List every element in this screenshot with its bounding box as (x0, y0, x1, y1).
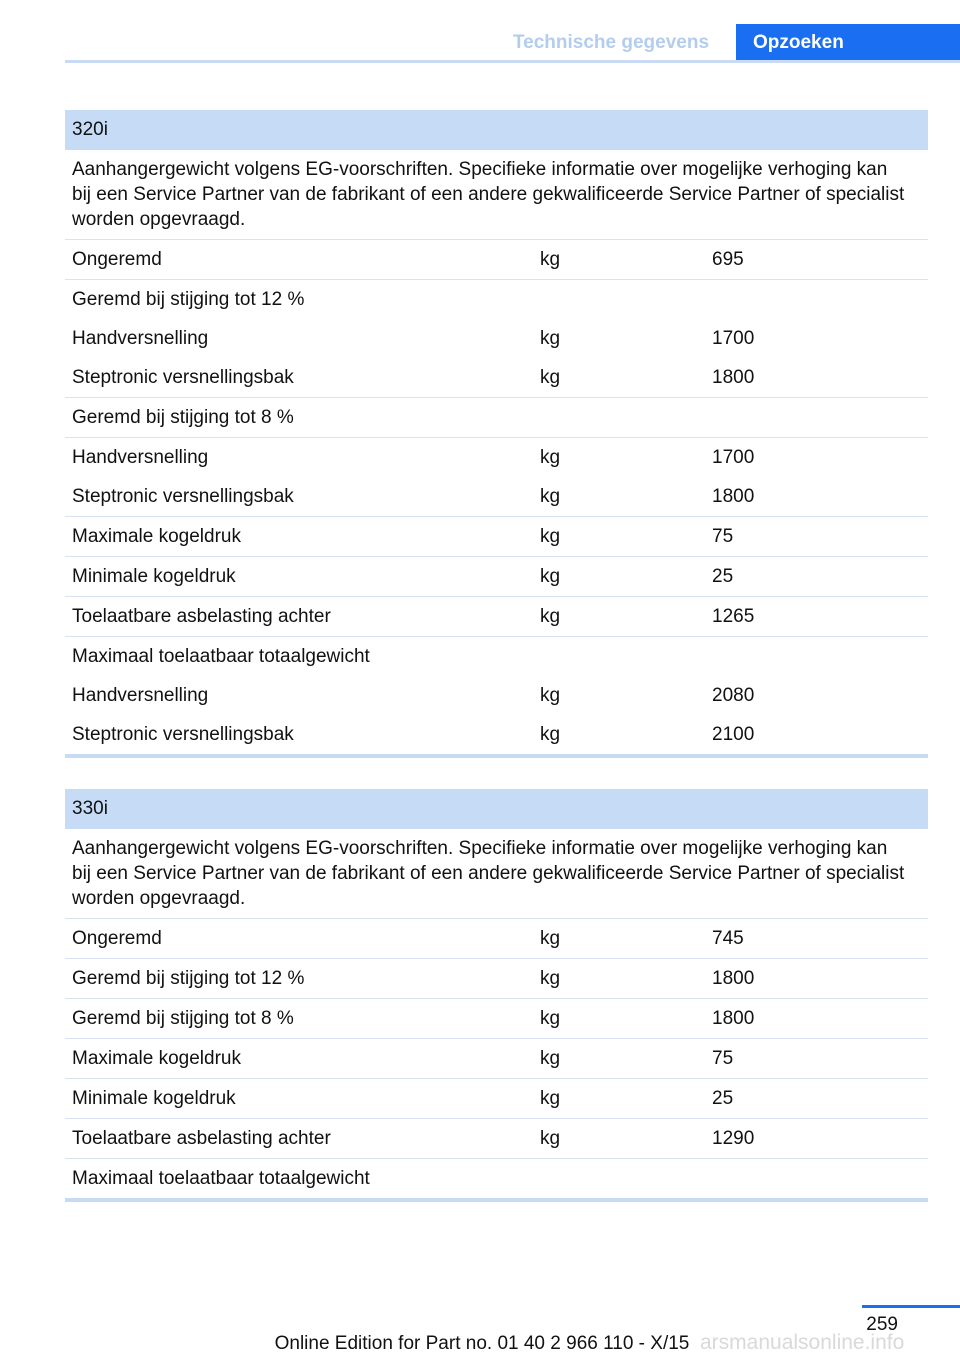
edition-text: Online Edition for Part no. 01 40 2 966 110 - X/15 (274, 1333, 690, 1354)
table-row (65, 358, 928, 397)
table-row (65, 1039, 928, 1078)
row-unit: kg (540, 248, 561, 270)
row-unit: kg (540, 605, 561, 627)
row-label: Geremd bij stijging tot 8 % (72, 1007, 294, 1029)
table-note: Aanhangergewicht volgens EG-voorschriften. Specifieke informatie over mogelijke verhoging kan bij een Service Partner van de fabrikant of een andere gekwalificeerde Service Partner of specialist worden opgevraagd. (65, 829, 928, 919)
row-label: Steptronic versnellingsbak (72, 485, 294, 507)
row-value: 25 (712, 565, 734, 587)
row-value: 745 (712, 927, 744, 949)
table-row (65, 999, 928, 1038)
row-group (65, 280, 928, 398)
row-label: Ongeremd (72, 927, 162, 949)
row-unit: kg (540, 684, 561, 706)
table-title: 320i (65, 110, 928, 150)
table-row (65, 240, 928, 279)
watermark: arsmanualsonline.info (700, 1331, 905, 1354)
tab-technische-gegevens[interactable]: Technische gegevens (512, 32, 710, 53)
row-group (65, 438, 928, 517)
header-divider (65, 60, 960, 63)
table-row (65, 1119, 928, 1158)
table-row (65, 715, 928, 754)
row-unit: kg (540, 1087, 561, 1109)
row-label: Minimale kogeldruk (72, 565, 236, 587)
table-row (65, 1159, 928, 1198)
row-value: 1800 (712, 366, 755, 388)
row-value: 1700 (712, 327, 755, 349)
row-value: 1800 (712, 485, 755, 507)
row-value: 25 (712, 1087, 734, 1109)
row-label: Ongeremd (72, 248, 162, 270)
table-row (65, 919, 928, 958)
row-group (65, 597, 928, 637)
table-row (65, 1079, 928, 1118)
row-value: 695 (712, 248, 744, 270)
row-label: Steptronic versnellingsbak (72, 366, 294, 388)
row-label: Maximaal toelaatbaar totaalgewicht (72, 645, 370, 667)
table-row (65, 319, 928, 358)
table-320i (65, 110, 928, 758)
row-label: Maximale kogeldruk (72, 1047, 241, 1069)
row-value: 1800 (712, 1007, 755, 1029)
row-group (65, 557, 928, 597)
row-unit: kg (540, 927, 561, 949)
page-header (0, 0, 960, 64)
row-group (65, 1119, 928, 1159)
page-number: 259 (866, 1314, 898, 1335)
table-330i (65, 789, 928, 1202)
row-label: Geremd bij stijging tot 8 % (72, 406, 294, 428)
footer-divider (862, 1305, 960, 1308)
row-value: 75 (712, 1047, 734, 1069)
table-title: 330i (65, 789, 928, 829)
row-unit: kg (540, 1007, 561, 1029)
row-value: 75 (712, 525, 734, 547)
row-unit: kg (540, 525, 561, 547)
row-value: 1290 (712, 1127, 755, 1149)
row-label: Geremd bij stijging tot 12 % (72, 288, 305, 310)
tab-opzoeken[interactable]: Opzoeken (736, 24, 960, 62)
row-group (65, 637, 928, 754)
row-unit: kg (540, 446, 561, 468)
table-row (65, 597, 928, 636)
table-row (65, 398, 928, 437)
row-label: Geremd bij stijging tot 12 % (72, 967, 305, 989)
row-label: Handversnelling (72, 446, 209, 468)
table-row (65, 280, 928, 319)
table-row (65, 637, 928, 676)
row-unit: kg (540, 327, 561, 349)
row-group (65, 1039, 928, 1079)
row-group (65, 1159, 928, 1198)
row-value: 1800 (712, 967, 755, 989)
row-group (65, 1079, 928, 1119)
row-group (65, 999, 928, 1039)
table-row (65, 676, 928, 715)
row-label: Minimale kogeldruk (72, 1087, 236, 1109)
row-group (65, 959, 928, 999)
row-group (65, 240, 928, 280)
row-value: 2100 (712, 723, 755, 745)
row-unit: kg (540, 565, 561, 587)
row-group (65, 398, 928, 438)
table-row (65, 477, 928, 516)
row-unit: kg (540, 1047, 561, 1069)
row-label: Steptronic versnellingsbak (72, 723, 294, 745)
row-unit: kg (540, 1127, 561, 1149)
row-unit: kg (540, 967, 561, 989)
row-label: Maximaal toelaatbaar totaalgewicht (72, 1167, 370, 1189)
row-group (65, 517, 928, 557)
row-value: 2080 (712, 684, 755, 706)
row-group (65, 919, 928, 959)
row-label: Maximale kogeldruk (72, 525, 241, 547)
table-row (65, 438, 928, 477)
row-label: Toelaatbare asbelasting achter (72, 1127, 331, 1149)
row-unit: kg (540, 723, 561, 745)
table-note: Aanhangergewicht volgens EG-voorschriften. Specifieke informatie over mogelijke verhoging kan bij een Service Partner van de fabrikant of een andere gekwalificeerde Service Partner of specialist worden opgevraagd. (65, 150, 928, 240)
row-label: Handversnelling (72, 327, 209, 349)
row-value: 1700 (712, 446, 755, 468)
table-row (65, 959, 928, 998)
row-value: 1265 (712, 605, 755, 627)
row-unit: kg (540, 366, 561, 388)
table-row (65, 517, 928, 556)
table-row (65, 557, 928, 596)
row-unit: kg (540, 485, 561, 507)
row-label: Handversnelling (72, 684, 209, 706)
row-label: Toelaatbare asbelasting achter (72, 605, 331, 627)
